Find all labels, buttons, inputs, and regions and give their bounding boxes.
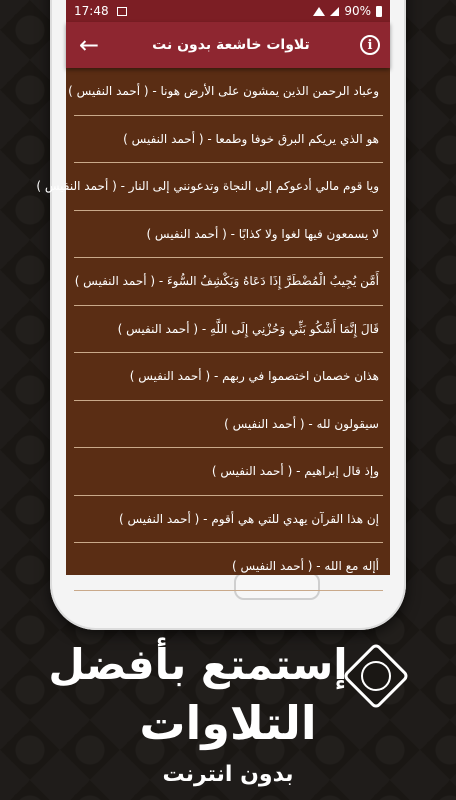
promo-subheadline: التلاوات (139, 696, 317, 750)
page-title: تلاوات خاشعة بدون نت (152, 37, 310, 53)
list-item[interactable]: وإذ قال إبراهيم - ( أحمد النفيس ) (74, 448, 383, 496)
list-item[interactable]: أإله مع الله - ( أحمد النفيس ) (74, 543, 383, 591)
battery-icon (376, 6, 382, 17)
arrow-back-icon[interactable]: ← (78, 31, 100, 59)
promo-tagline: بدون انترنت (162, 762, 294, 787)
list-item[interactable]: قَالَ إِنَّمَا أَشْكُو بَثِّي وَحُزْنِي إِلَى اللَّهِ - ( أحمد النفيس ) (74, 306, 383, 354)
promo-headline: إستمتع بأفضل (48, 640, 348, 689)
signal-icon (330, 7, 339, 16)
list-item[interactable]: هو الذي يريكم البرق خوفا وطمعا - ( أحمد النفيس ) (74, 116, 383, 164)
wifi-icon (313, 7, 325, 16)
app-screen (36, 0, 390, 575)
list-item[interactable]: سيقولون لله - ( أحمد النفيس ) (74, 401, 383, 449)
list-item[interactable]: ويا قوم مالي أدعوكم إلى النجاة وتدعونني إلى النار - ( أحمد النفيس ) (74, 163, 383, 211)
info-icon[interactable]: i (360, 35, 380, 55)
list-item[interactable]: إن هذا القرآن يهدي للتي هي أقوم - ( أحمد النفيس ) (74, 496, 383, 544)
list-item[interactable]: أَمَّن يُجِيبُ الْمُضْطَرَّ إِذَا دَعَاهُ وَيَكْشِفُ السُّوءَ - ( أحمد النفيس ) (74, 258, 383, 306)
status-bar (66, 0, 390, 22)
recitation-list (36, 68, 390, 591)
app-bar (66, 22, 390, 68)
list-item[interactable]: هذان خصمان اختصموا في ربهم - ( أحمد النفيس ) (74, 353, 383, 401)
list-item[interactable]: لا يسمعون فيها لغوا ولا كذابًا - ( أحمد النفيس ) (74, 211, 383, 259)
list-item[interactable]: وعباد الرحمن الذين يمشون على الأرض هونا - ( أحمد النفيس ) (74, 68, 383, 116)
battery-percent: 90% (344, 4, 371, 18)
status-time: 17:48 (74, 4, 109, 18)
gallery-notification-icon (117, 7, 127, 16)
